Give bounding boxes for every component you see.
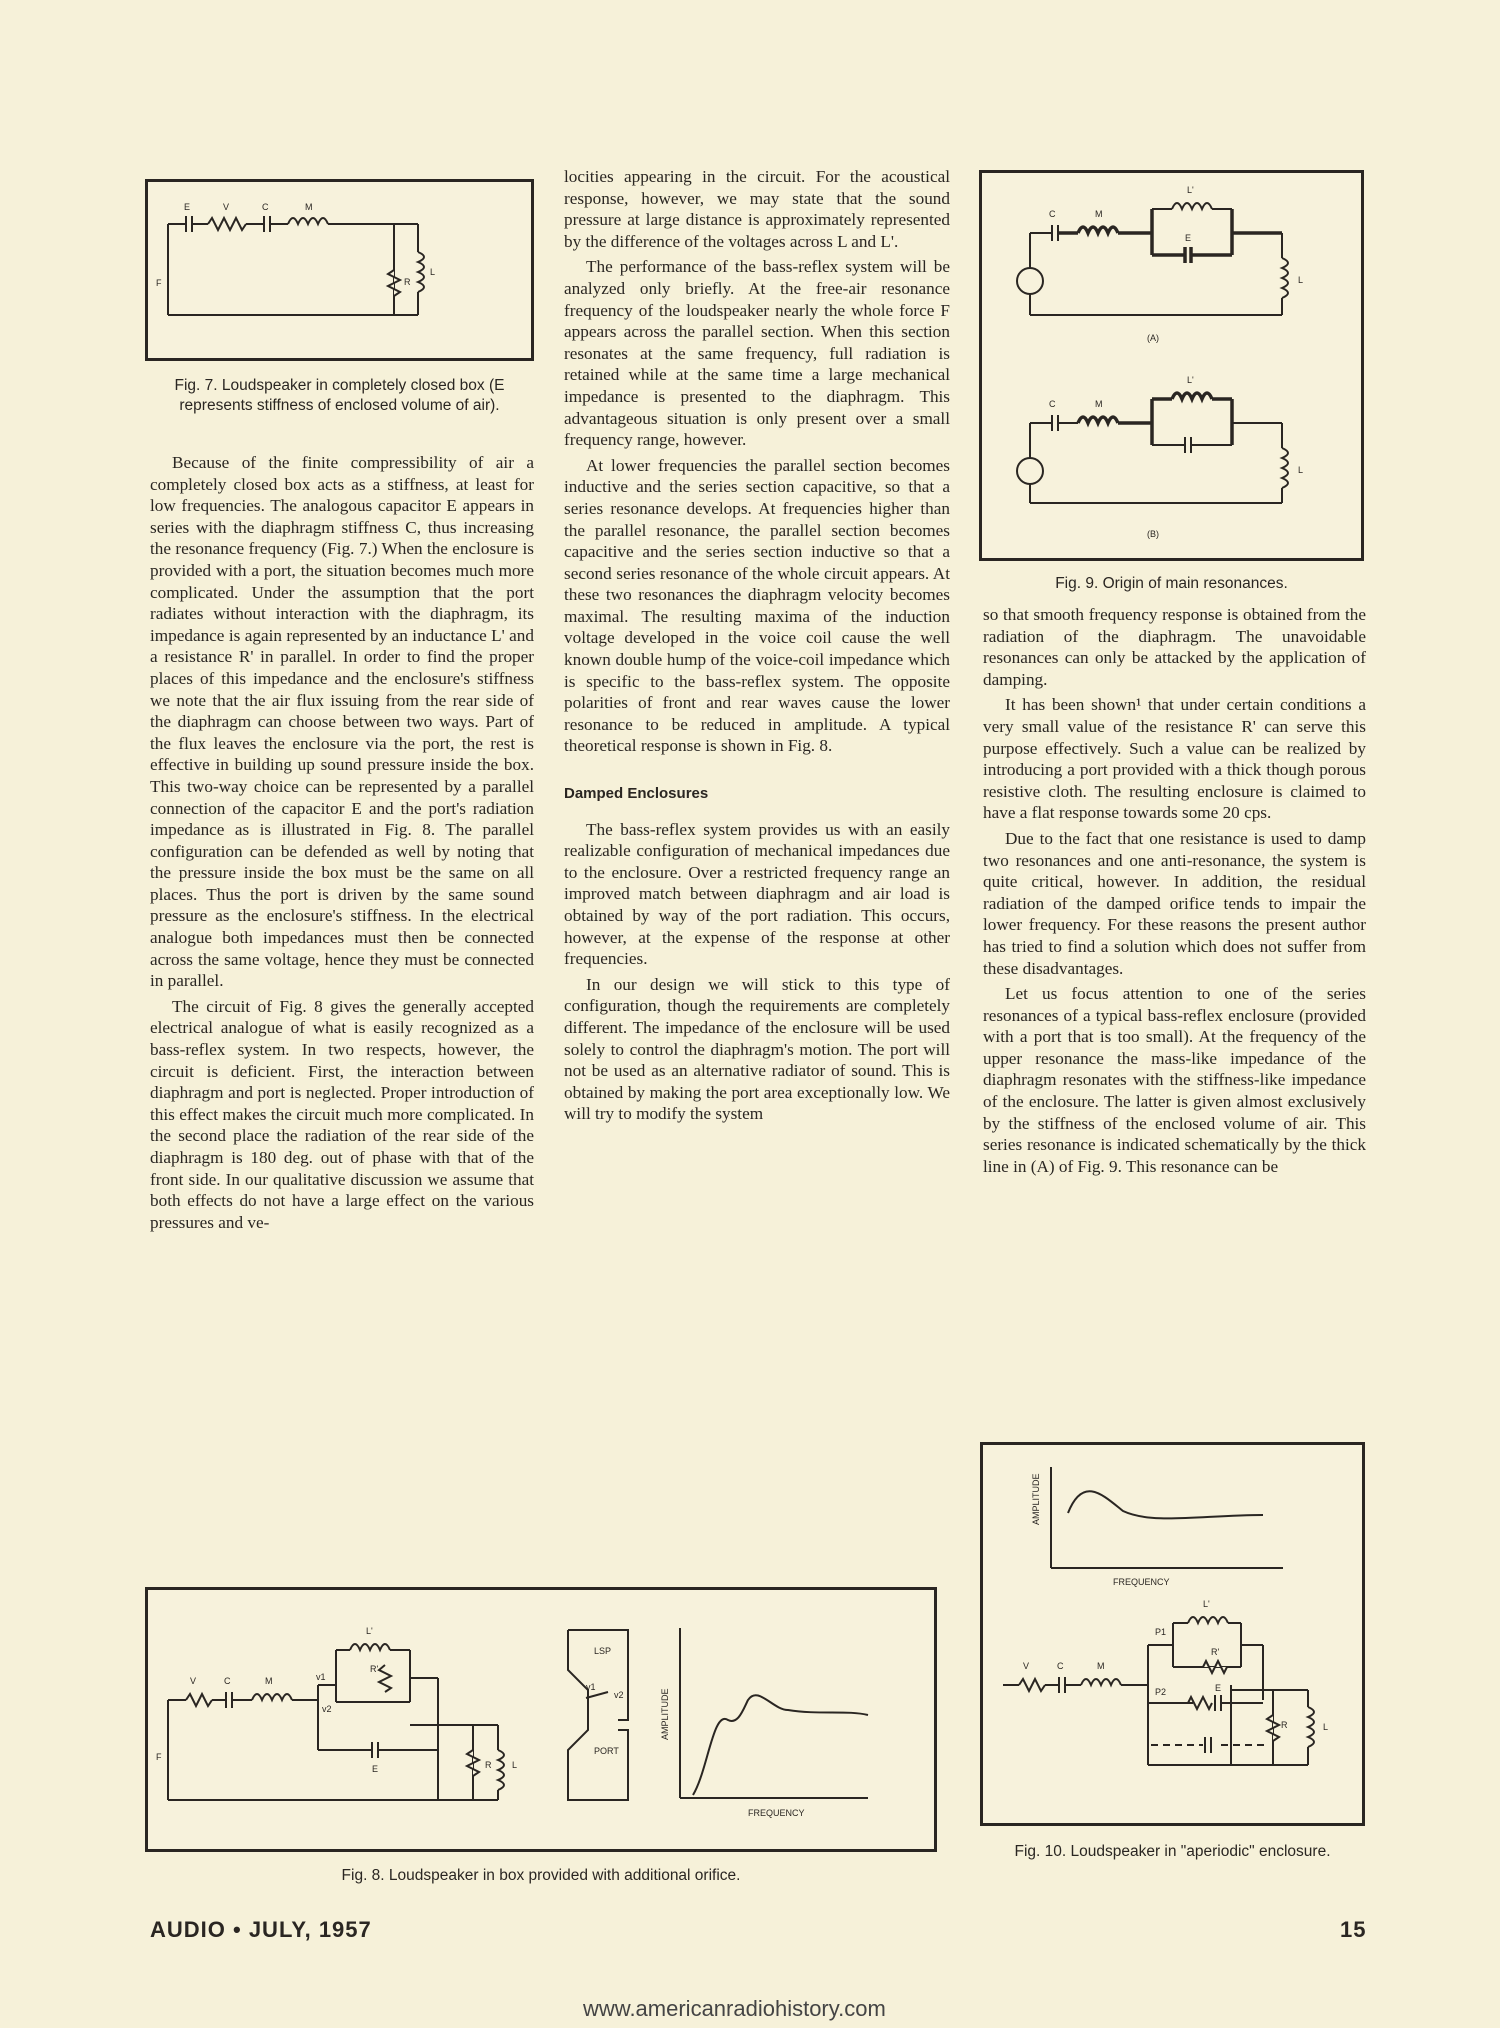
fig7-label-f: F xyxy=(156,278,162,288)
fig7-label-c: C xyxy=(262,202,269,212)
col2-paragraph: In our design we will stick to this type of configuration, though the requirements are completely different. The impedance of the enclosure will be used solely to control the diaphragm's motion. The port will not be used as an alternative radiator of sound. This is obtained by making the port area exceptionally low. We will try to modify the system xyxy=(564,974,950,1124)
fig8-svg xyxy=(148,1590,934,1849)
fig10-label-e: E xyxy=(1215,1683,1222,1693)
section-heading: Damped Enclosures xyxy=(564,785,709,803)
fig9a-label-l: L xyxy=(1298,275,1304,285)
fig7-circuit-svg xyxy=(148,182,531,358)
fig9b-label-c: C xyxy=(1049,399,1056,409)
fig9-label-b: (B) xyxy=(1147,529,1159,539)
fig7-label-e: E xyxy=(184,202,191,212)
col2-paragraph: The performance of the bass-reflex system will be analyzed only briefly. At the free-air resonance frequency of the loudspeaker nearly the whole force F appears across the parallel section. When this section resonates at the same frequency, full radiation is retained while at the same time a large mechanical impedance is presented to the diaphragm. This advantageous situation is only present over a small frequency range, however. xyxy=(564,257,950,450)
fig8-label-v2b: v2 xyxy=(614,1690,624,1700)
fig10-axis-amplitude: AMPLITUDE xyxy=(1031,1473,1041,1525)
fig9b-label-l: L xyxy=(1298,465,1304,475)
fig8-axis-frequency: FREQUENCY xyxy=(748,1808,805,1818)
column-2 xyxy=(564,166,950,1129)
fig8-label-port: PORT xyxy=(594,1746,619,1756)
fig8-axis-amplitude: AMPLITUDE xyxy=(660,1688,670,1740)
fig8-caption: Fig. 8. Loudspeaker in box provided with additional orifice. xyxy=(341,1867,741,1884)
fig9a-label-c: C xyxy=(1049,209,1056,219)
fig9b-label-l1: L' xyxy=(1187,375,1194,385)
col3-paragraph: Let us focus attention to one of the series resonances of a typical bass-reflex enclosure (provided with a port that is too small). At the frequency of the upper resonance the mass-like impedance of the diaphragm resonates with the stiffness-like impedance of the enclosure. The latter is given almost exclusively by the stiffness of the enclosed volume of air. This series resonance is indicated schematically by the thick line in (A) of Fig. 9. This resonance can be xyxy=(983,984,1366,1176)
col3-paragraph: Due to the fact that one resistance is used to damp two resonances and one anti-resonance, the system is quite critical, however. In addition, the residual radiation of the damped orifice tends to impair the lower frequency. For these reasons the present author has tried to find a solution which does not suffer from these disadvantages. xyxy=(983,828,1366,978)
fig10-label-r: R xyxy=(1281,1720,1288,1730)
column-1 xyxy=(150,452,534,1237)
col1-paragraph: Because of the finite compressibility of air a completely closed box acts as a stiffness, at least for low frequencies. The analogous capacitor E appears in series with the diaphragm stiffness C, thus increasing the resonance frequency (Fig. 7.) When the enclosure is provided with a port, the situation becomes much more complicated. Under the assumption that the port radiates without interaction with the diaphragm, its impedance is again represented by an inductance L' and a resistance R' in parallel. In order to find the proper places of this impedance and the enclosure's stiffness we note that the air flux issuing from the rear side of the diaphragm can choose between two ways. Part of the flux leaves the enclosure via the port, the rest is effective in building up sound pressure inside the box. This two-way choice can be represented by a parallel connection of the capacitor E and the port's radiation impedance as is illustrated in Fig. 8. The parallel configuration can be defended as well by noting that the pressure inside the box must be the same on all places. Thus the port is driven by the same sound pressure as the enclosure's stiffness. In the electrical analogue both impedances must then be connected across the same voltage, hence they must be connected in parallel. xyxy=(150,453,534,991)
page-number: 15 xyxy=(1340,1917,1367,1942)
fig9-label-a: (A) xyxy=(1147,333,1159,343)
col3-paragraph: It has been shown¹ that under certain conditions a very small value of the resistance R' can serve this purpose effectively. Such a value can be realized by introducing a port provided with a thick though porous resistive cloth. The resulting enclosure is claimed to have a flat response towards some 20 cps. xyxy=(983,695,1366,823)
col1-paragraph: The circuit of Fig. 8 gives the generally accepted electrical analogue of what is easily recognized as a bass-reflex system. In two respects, however, the circuit is deficient. First, the interaction between diaphragm and port is neglected. Proper introduction of this effect makes the circuit much more complicated. In the second place the radiation of the rear side of the diaphragm is 180 deg. out of phase with that of the front side. In our qualitative discussion we assume that both effects do not have a large effect on the various pressures and ve- xyxy=(150,996,534,1232)
fig10-label-l1: L' xyxy=(1203,1599,1210,1609)
watermark: www.americanradiohistory.com xyxy=(583,1996,886,2021)
fig9-caption: Fig. 9. Origin of main resonances. xyxy=(1055,575,1288,592)
fig8-label-lsp: LSP xyxy=(594,1646,612,1656)
footer-issue: AUDIO • JULY, 1957 xyxy=(150,1917,372,1942)
fig8-diagram xyxy=(145,1587,937,1852)
fig7-label-m: M xyxy=(305,202,313,212)
fig10-diagram xyxy=(980,1442,1365,1826)
fig10-label-c: C xyxy=(1057,1661,1064,1671)
fig7-label-v: V xyxy=(223,202,230,212)
fig8-label-e: E xyxy=(372,1764,379,1774)
fig9a-label-e: E xyxy=(1185,233,1192,243)
fig10-label-l: L xyxy=(1323,1722,1329,1732)
fig10-label-v: V xyxy=(1023,1661,1030,1671)
fig8-label-r: R xyxy=(485,1760,492,1770)
fig10-caption: Fig. 10. Loudspeaker in "aperiodic" enclosure. xyxy=(1014,1843,1331,1860)
fig7-diagram xyxy=(145,179,534,361)
fig10-label-r1: R' xyxy=(1211,1647,1220,1657)
fig7-caption: Fig. 7. Loudspeaker in completely closed box (E represents stiffness of enclosed volume of air). xyxy=(174,377,505,414)
fig8-label-v2: v2 xyxy=(322,1704,332,1714)
fig8-label-l: L xyxy=(512,1760,518,1770)
fig10-label-p1: P1 xyxy=(1155,1627,1167,1637)
fig8-label-v1: v1 xyxy=(316,1672,326,1682)
fig7-label-l: L xyxy=(430,267,436,277)
fig9-circuit-svg xyxy=(982,173,1361,558)
fig9-diagram xyxy=(979,170,1364,561)
fig8-label-r1: R' xyxy=(370,1664,379,1674)
fig9b-label-m: M xyxy=(1095,399,1103,409)
fig8-label-c: C xyxy=(224,1676,231,1686)
fig8-label-v1b: v1 xyxy=(586,1682,596,1692)
col2-paragraph: locities appearing in the circuit. For the acoustical response, however, we may state that the sound pressure at large distance is approximately represented by the difference of the voltages across L and L'. xyxy=(564,167,950,251)
fig10-label-m: M xyxy=(1097,1661,1105,1671)
fig10-label-p2: P2 xyxy=(1155,1687,1167,1697)
fig9a-label-l1: L' xyxy=(1187,185,1194,195)
fig10-svg xyxy=(983,1445,1362,1823)
col2-paragraph: At lower frequencies the parallel section becomes inductive and the series section capacitive, so that a series resonance develops. At frequencies higher than the parallel resonance, the parallel section becomes capacitive and the series section inductive so that a second series resonance of the whole circuit appears. At these two resonances the diaphragm velocity becomes maximal. The resulting maxima of the induction voltage developed in the voice coil cause the well known double hump of the voice-coil impedance which is specific to the bass-reflex system. The opposite polarities of front and rear waves cause the lower resonance to be reduced in amplitude. A typical theoretical response is shown in Fig. 8. xyxy=(564,455,950,756)
fig8-label-f: F xyxy=(156,1752,162,1762)
fig8-label-v: V xyxy=(190,1676,197,1686)
fig8-label-l1: L' xyxy=(366,1626,373,1636)
fig7-label-r: R xyxy=(404,277,411,287)
col3-paragraph: so that smooth frequency response is obtained from the radiation of the diaphragm. The unavoidable resonances can only be attacked by the application of damping. xyxy=(983,605,1366,689)
fig10-axis-frequency: FREQUENCY xyxy=(1113,1577,1170,1587)
col2-paragraph: The bass-reflex system provides us with an easily realizable configuration of mechanical impedances due to the enclosure. Over a restricted frequency range an improved match between diaphragm and air load is obtained by way of the port radiation. This occurs, however, at the expense of the response at other frequencies. xyxy=(564,819,950,969)
column-3 xyxy=(983,604,1366,1181)
fig9a-label-m: M xyxy=(1095,209,1103,219)
fig8-label-m: M xyxy=(265,1676,273,1686)
